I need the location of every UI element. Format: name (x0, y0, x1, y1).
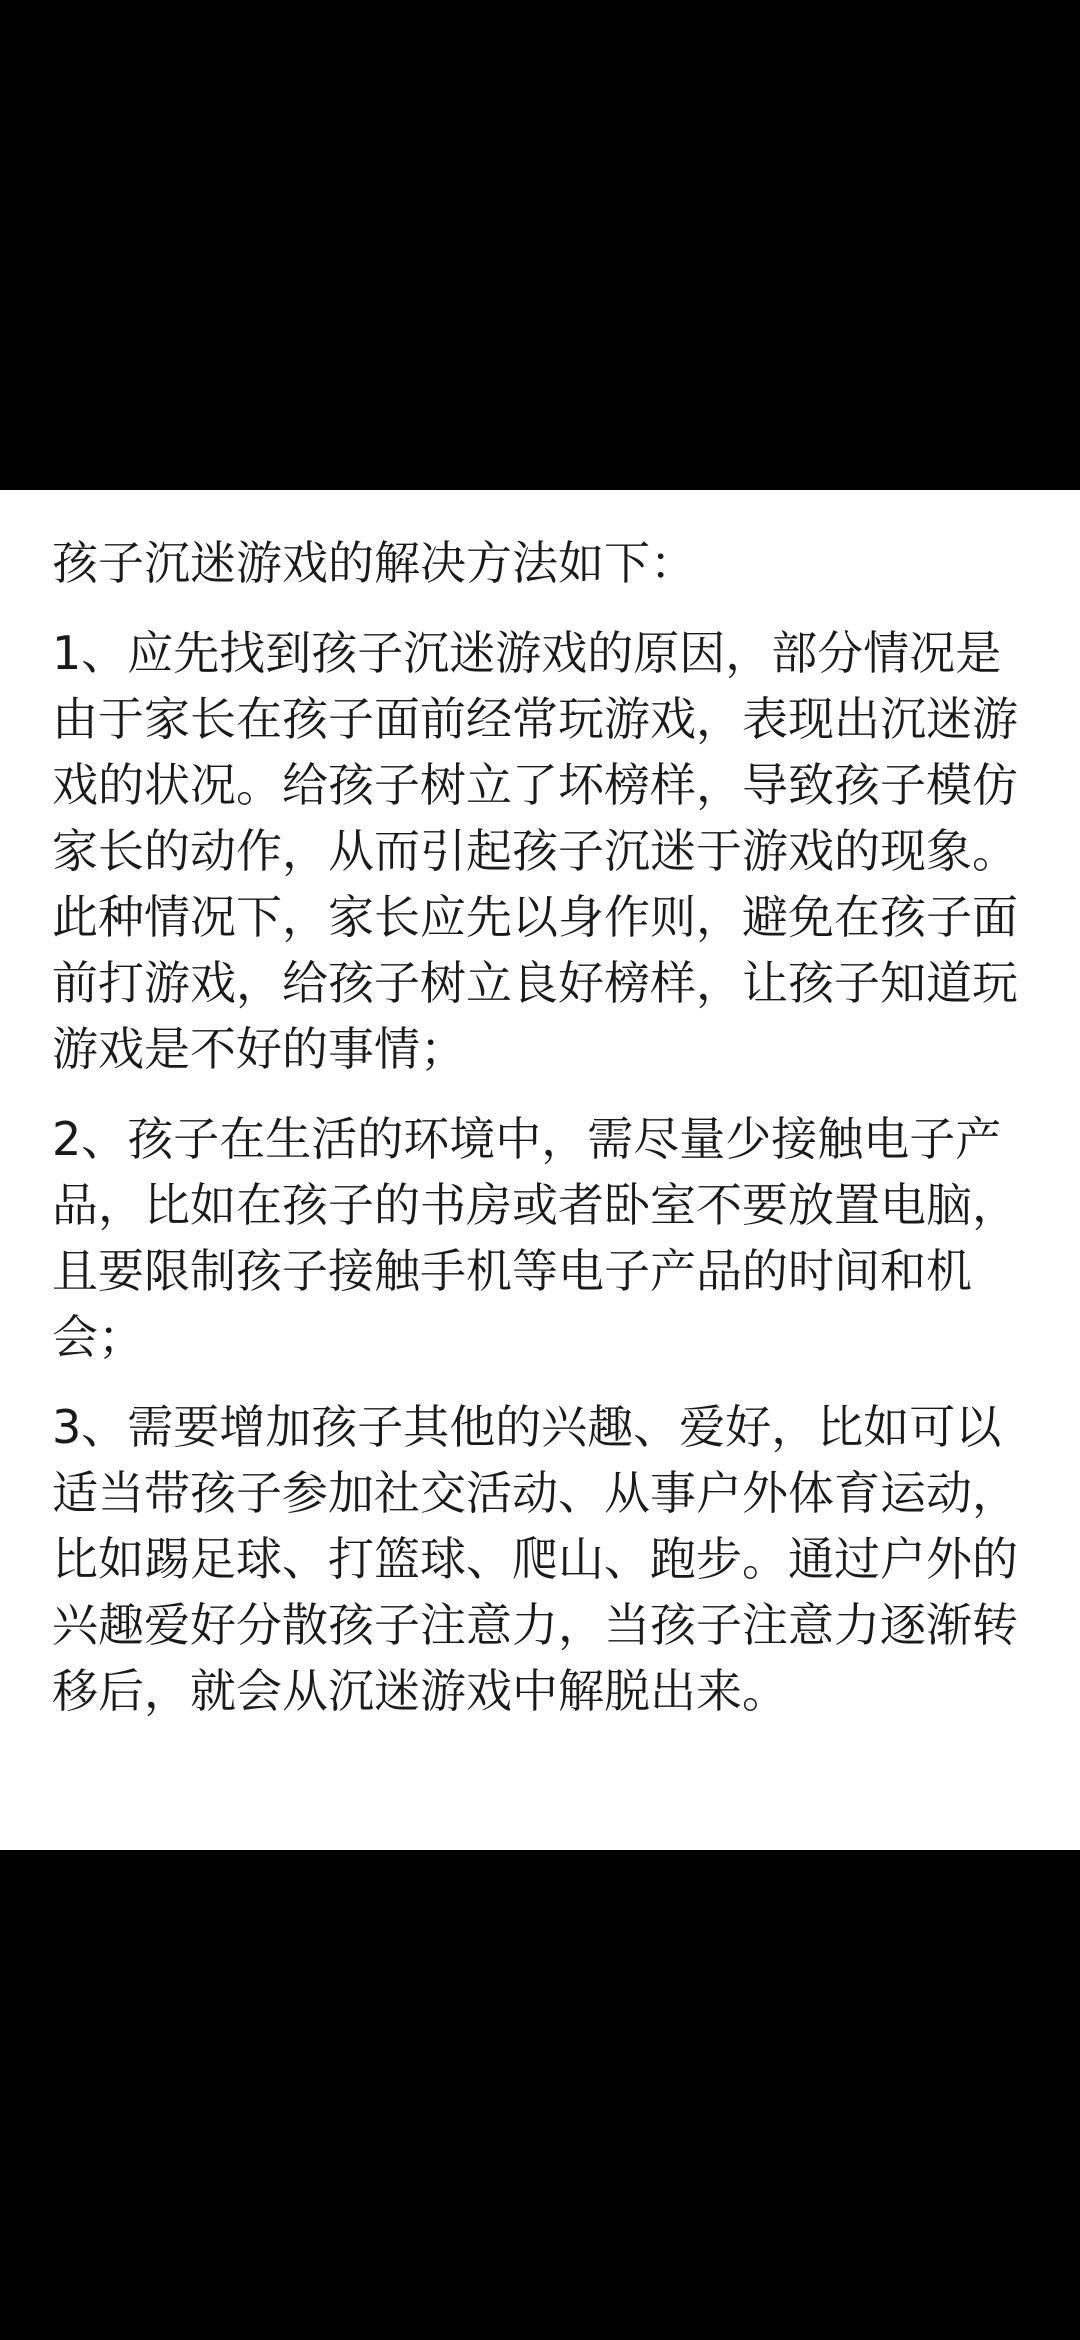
point-3: 3、需要增加孩子其他的兴趣、爱好，比如可以适当带孩子参加社交活动、从事户外体育运动，比如踢足球、打篮球、爬山、跑步。通过户外的兴趣爱好分散孩子注意力，当孩子注意力逐渐转移后，就会从沉迷游戏中解脱出来。 (52, 1400, 1018, 1718)
point-1: 1、应先找到孩子沉迷游戏的原因，部分情况是由于家长在孩子面前经常玩游戏，表现出沉迷游戏的状况。给孩子树立了坏榜样，导致孩子模仿家长的动作，从而引起孩子沉迷于游戏的现象。此种情况下，家长应先以身作则，避免在孩子面前打游戏，给孩子树立良好榜样，让孩子知道玩游戏是不好的事情； (52, 626, 1018, 1076)
point-2: 2、孩子在生活的环境中，需尽量少接触电子产品，比如在孩子的书房或者卧室不要放置电脑，且要限制孩子接触手机等电子产品的时间和机会； (52, 1112, 1018, 1364)
top-black-area (0, 0, 1080, 490)
article-card (0, 490, 1080, 1850)
bottom-black-area (0, 1850, 1080, 2340)
article-intro: 孩子沉迷游戏的解决方法如下： (52, 536, 696, 590)
